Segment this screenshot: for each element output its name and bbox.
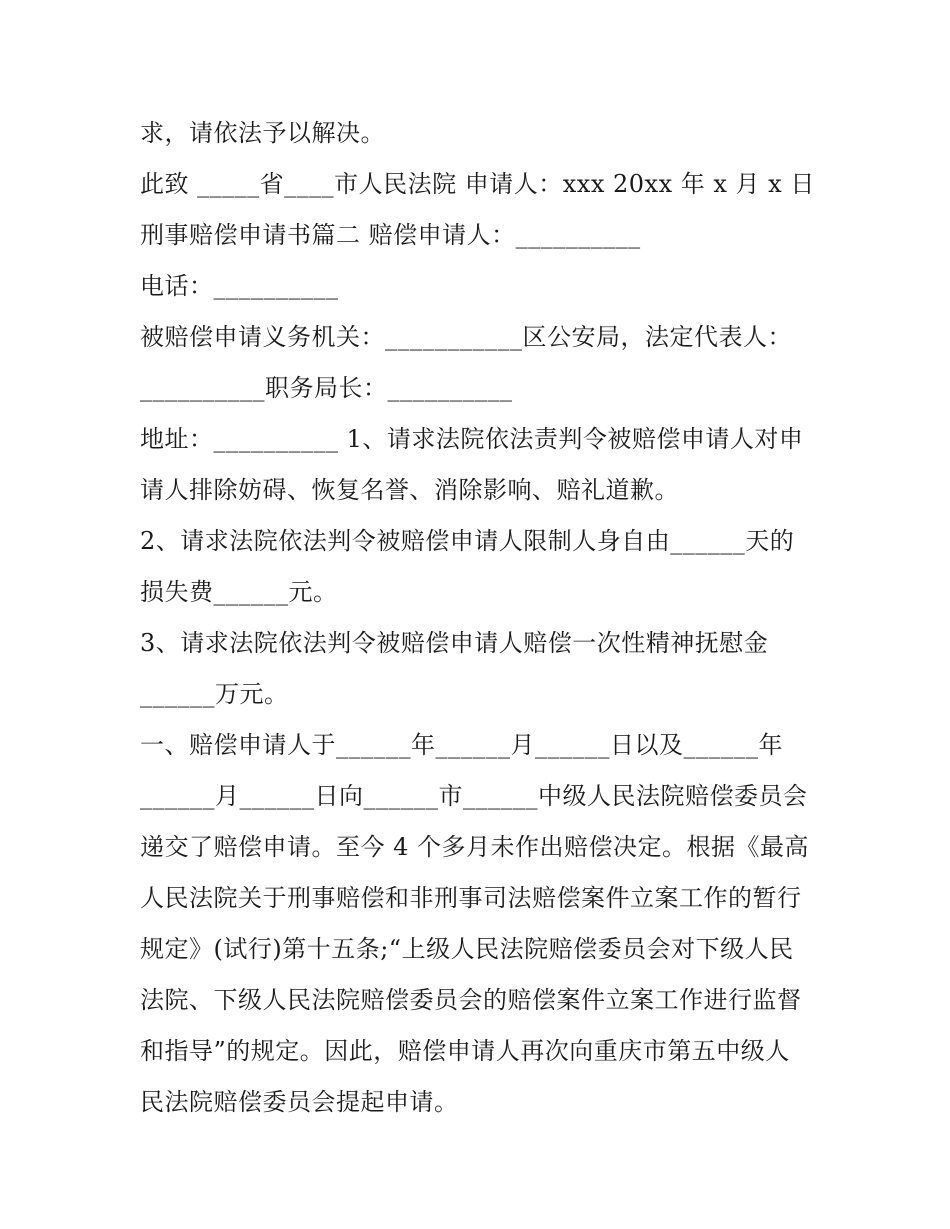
text-line: 2、请求法院依法判令被赔偿申请人限制人身自由______天的: [140, 527, 795, 555]
text-line: ______月______日向______市______中级人民法院赔偿委员会: [140, 782, 808, 810]
text-line: 递交了赔偿申请。至今 4 个多月未作出赔偿决定。根据《最高: [140, 833, 810, 861]
text-line: 求，请依法予以解决。: [140, 119, 385, 147]
text-line: 法院、下级人民法院赔偿委员会的赔偿案件立案工作进行监督: [140, 986, 802, 1014]
text-line: 一、赔偿申请人于______年______月______日以及______年: [140, 731, 783, 759]
text-line: ______万元。: [140, 680, 289, 708]
text-line: 3、请求法院依法判令被赔偿申请人赔偿一次性精神抚慰金: [140, 629, 769, 657]
text-line: __________职务局长：__________: [140, 374, 513, 402]
text-line: 此致 _____省____市人民法院 申请人：xxx 20xx 年 x 月 x 日: [140, 170, 815, 198]
text-line: 和指导”的规定。因此，赔偿申请人再次向重庆市第五中级人: [140, 1037, 790, 1065]
document-body: [140, 108, 820, 1128]
text-line: 人民法院关于刑事赔偿和非刑事司法赔偿案件立案工作的暂行: [140, 884, 802, 912]
text-line: 刑事赔偿申请书篇二 赔偿申请人：__________: [140, 221, 641, 249]
text-line: 电话：__________: [140, 272, 339, 300]
text-line: 被赔偿申请义务机关：___________区公安局，法定代表人：: [140, 323, 792, 351]
text-line: 民法院赔偿委员会提起申请。: [140, 1088, 459, 1116]
text-line: 损失费______元。: [140, 578, 338, 606]
text-line: 请人排除妨碍、恢复名誉、消除影响、赔礼道歉。: [140, 476, 679, 504]
text-line: 规定》(试行)第十五条;“上级人民法院赔偿委员会对下级人民: [140, 935, 794, 963]
text-line: 地址：__________ 1、请求法院依法责判令被赔偿申请人对申: [140, 425, 804, 453]
